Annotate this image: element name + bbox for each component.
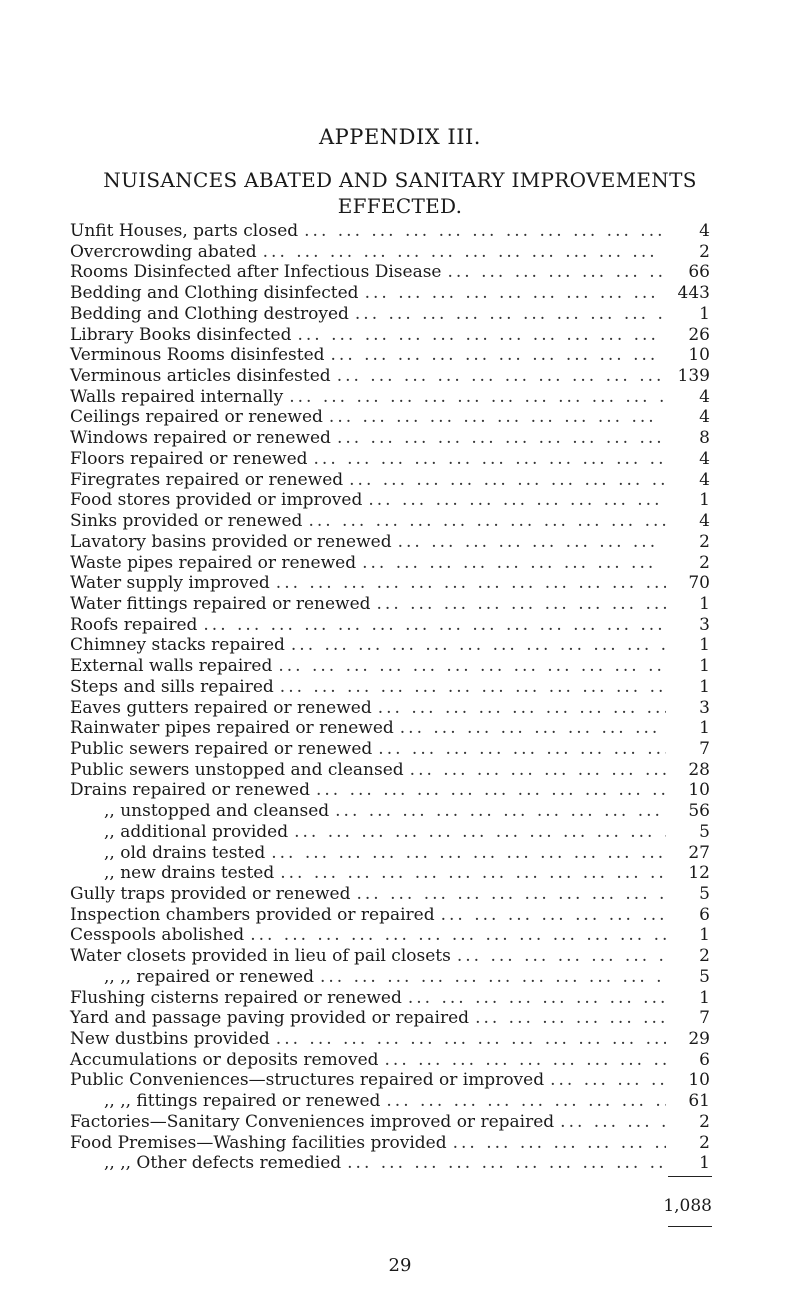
dot-leader <box>359 283 666 304</box>
item-label: Food stores provided or improved <box>70 490 363 511</box>
list-item <box>70 988 710 1009</box>
list-item <box>70 615 710 636</box>
dot-leader <box>283 387 666 408</box>
dot-leader <box>442 262 667 283</box>
item-label: Cesspools abolished <box>70 925 245 946</box>
item-label: Ceilings repaired or renewed <box>70 407 323 428</box>
total-rule-bottom <box>668 1226 712 1227</box>
item-label: Drains repaired or renewed <box>70 780 310 801</box>
list-item <box>70 221 710 242</box>
dot-leader <box>554 1112 666 1133</box>
item-label: Bedding and Clothing disinfected <box>70 283 359 304</box>
item-value: 7 <box>699 738 710 759</box>
list-item <box>70 884 710 905</box>
list-item <box>70 366 710 387</box>
dot-leader <box>272 656 666 677</box>
dot-leader <box>372 739 666 760</box>
list-item <box>70 345 710 366</box>
dot-leader <box>435 905 666 926</box>
list-item <box>70 656 710 677</box>
list-item <box>70 822 710 843</box>
list-item <box>70 1091 710 1112</box>
list-item <box>70 449 710 470</box>
list-item <box>70 843 710 864</box>
list-item <box>70 925 710 946</box>
item-label: Gully traps provided or renewed <box>70 884 351 904</box>
item-label: Library Books disinfected <box>70 324 292 345</box>
list-item <box>70 573 710 594</box>
item-label: Rooms Disinfected after Infectious Disease <box>70 262 442 283</box>
item-value: 26 <box>688 324 710 345</box>
item-value: 139 <box>677 366 710 387</box>
item-value: 1 <box>699 593 710 614</box>
item-label: Floors repaired or renewed <box>70 448 308 469</box>
list-item <box>70 1070 710 1091</box>
list-item <box>70 1050 710 1071</box>
item-value: 10 <box>688 780 710 801</box>
dot-leader <box>349 304 666 325</box>
item-value: 2 <box>699 531 710 552</box>
dot-leader <box>285 635 666 656</box>
list-item <box>70 801 710 822</box>
list-item <box>70 946 710 967</box>
dot-leader <box>402 988 666 1009</box>
item-value: 443 <box>677 283 710 304</box>
item-label: Windows repaired or renewed <box>70 428 331 449</box>
item-value: 5 <box>699 966 710 987</box>
dot-leader <box>323 407 666 428</box>
list-item <box>70 242 710 263</box>
item-value: 1 <box>699 635 710 656</box>
dot-leader <box>314 967 666 988</box>
item-value: 5 <box>699 821 710 842</box>
list-item <box>70 1133 710 1154</box>
item-value: 2 <box>699 1111 710 1132</box>
item-label: ,, ,, fittings repaired or renewed <box>104 1091 381 1112</box>
item-value: 1 <box>699 925 710 946</box>
list-item <box>70 325 710 346</box>
list-item <box>70 490 710 511</box>
item-value: 1 <box>699 1153 710 1174</box>
dot-leader <box>274 863 666 884</box>
dot-leader <box>270 1029 666 1050</box>
item-label: Water closets provided in lieu of pail closets <box>70 946 451 967</box>
appendix-title: APPENDIX III. <box>319 125 481 149</box>
list-item <box>70 760 710 781</box>
dot-leader <box>341 1153 666 1174</box>
item-value: 6 <box>699 904 710 925</box>
item-value: 1 <box>699 718 710 739</box>
item-label: Verminous Rooms disinfested <box>70 345 325 366</box>
item-value: 4 <box>699 221 710 241</box>
dot-leader <box>274 677 666 698</box>
dot-leader <box>197 615 666 636</box>
dot-leader <box>447 1133 666 1154</box>
item-value: 2 <box>699 552 710 573</box>
dot-leader <box>302 511 666 532</box>
dot-leader <box>362 490 666 511</box>
list-item <box>70 677 710 698</box>
dot-leader <box>331 366 666 387</box>
item-value: 12 <box>688 863 710 884</box>
item-value: 28 <box>688 759 710 780</box>
dot-leader <box>371 594 666 615</box>
item-value: 1 <box>699 303 710 324</box>
list-item <box>70 553 710 574</box>
dot-leader <box>379 1050 666 1071</box>
dot-leader <box>270 573 666 594</box>
item-label: Food Premises—Washing facilities provided <box>70 1132 447 1153</box>
item-value: 4 <box>699 386 710 407</box>
item-label: Lavatory basins provided or renewed <box>70 531 392 552</box>
dot-leader <box>343 470 666 491</box>
item-label: ,, ,, repaired or renewed <box>104 966 314 987</box>
item-label: Waste pipes repaired or renewed <box>70 552 357 573</box>
list-item <box>70 470 710 491</box>
item-label: Public Conveniences—structures repaired or improved <box>70 1070 545 1091</box>
item-label: Inspection chambers provided or repaired <box>70 904 435 925</box>
dot-leader <box>257 242 666 263</box>
dot-leader <box>329 801 666 822</box>
item-value: 1 <box>699 490 710 511</box>
item-value: 27 <box>688 842 710 863</box>
item-label: Rainwater pipes repaired or renewed <box>70 718 394 739</box>
dot-leader <box>404 760 666 781</box>
list-item <box>70 863 710 884</box>
item-label: Chimney stacks repaired <box>70 635 285 656</box>
list-item <box>70 532 710 553</box>
item-label: Sinks provided or renewed <box>70 511 303 532</box>
dot-leader <box>380 1091 666 1112</box>
item-label: Public sewers repaired or renewed <box>70 738 373 759</box>
dot-leader <box>291 325 666 346</box>
dot-leader <box>392 532 666 553</box>
dot-leader <box>394 718 666 739</box>
list-item <box>70 739 710 760</box>
item-value: 3 <box>699 697 710 718</box>
item-label: Firegrates repaired or renewed <box>70 469 344 490</box>
item-label: Yard and passage paving provided or repaired <box>70 1008 470 1029</box>
item-value: 2 <box>699 946 710 967</box>
item-label: Verminous articles disinfested <box>70 366 331 387</box>
list-item <box>70 428 710 449</box>
list-item <box>70 283 710 304</box>
dot-leader <box>544 1070 666 1091</box>
dot-leader <box>265 843 666 864</box>
item-label: Water supply improved <box>70 573 270 594</box>
item-value: 2 <box>699 241 710 262</box>
dot-leader <box>451 946 666 967</box>
list-item <box>70 262 710 283</box>
section-heading: NUISANCES ABATED AND SANITARY IMPROVEMENTS EFFECTED. <box>103 168 697 218</box>
list-item <box>70 967 710 988</box>
item-value: 8 <box>699 428 710 449</box>
item-value: 66 <box>688 262 710 283</box>
item-label: ,, unstopped and cleansed <box>104 801 330 822</box>
item-value: 4 <box>699 407 710 428</box>
item-label: Walls repaired internally <box>70 386 284 407</box>
item-value: 4 <box>699 469 710 490</box>
item-value: 3 <box>699 614 710 635</box>
item-label: ,, additional provided <box>104 821 289 842</box>
item-value: 61 <box>688 1091 710 1112</box>
item-label: ,, new drains tested <box>104 863 275 884</box>
item-value: 2 <box>699 1132 710 1153</box>
item-value: 1 <box>699 987 710 1008</box>
item-value: 5 <box>699 884 710 904</box>
item-label: Accumulations or deposits removed <box>70 1049 379 1070</box>
item-value: 70 <box>688 573 710 594</box>
total-rule-top <box>668 1176 712 1177</box>
dot-leader <box>310 780 666 801</box>
dot-leader <box>356 553 666 574</box>
list-item <box>70 511 710 532</box>
item-label: New dustbins provided <box>70 1029 270 1050</box>
dot-leader <box>350 884 666 905</box>
item-value: 7 <box>699 1008 710 1029</box>
item-label: Overcrowding abated <box>70 241 257 262</box>
list-item <box>70 698 710 719</box>
item-value: 29 <box>688 1029 710 1050</box>
item-value: 10 <box>688 345 710 366</box>
item-value: 4 <box>699 448 710 469</box>
dot-leader <box>298 221 666 242</box>
item-label: Steps and sills repaired <box>70 676 274 697</box>
list-item <box>70 1153 710 1174</box>
list-item <box>70 635 710 656</box>
dot-leader <box>331 428 666 449</box>
item-label: Unfit Houses, parts closed <box>70 221 299 241</box>
item-value: 10 <box>688 1070 710 1091</box>
item-value: 1 <box>699 676 710 697</box>
item-value: 6 <box>699 1049 710 1070</box>
dot-leader <box>325 345 666 366</box>
list-item <box>70 1112 710 1133</box>
item-value: 56 <box>688 801 710 822</box>
item-label: Water fittings repaired or renewed <box>70 593 371 614</box>
item-label: Public sewers unstopped and cleansed <box>70 759 404 780</box>
item-value: 4 <box>699 511 710 532</box>
item-value: 1 <box>699 656 710 677</box>
item-label: Flushing cisterns repaired or renewed <box>70 987 402 1008</box>
dot-leader <box>372 698 666 719</box>
item-label: Bedding and Clothing destroyed <box>70 303 349 324</box>
nuisances-list <box>70 221 710 1174</box>
page-number: 29 <box>388 1255 412 1276</box>
item-label: Roofs repaired <box>70 614 198 635</box>
item-label: Eaves gutters repaired or renewed <box>70 697 372 718</box>
item-label: ,, old drains tested <box>104 842 266 863</box>
list-item <box>70 905 710 926</box>
list-item <box>70 780 710 801</box>
item-label: External walls repaired <box>70 656 273 677</box>
list-item <box>70 407 710 428</box>
dot-leader <box>244 925 666 946</box>
dot-leader <box>469 1008 666 1029</box>
dot-leader <box>308 449 666 470</box>
list-item <box>70 718 710 739</box>
total-value: 1,088 <box>663 1196 712 1216</box>
item-label: Factories—Sanitary Conveniences improved or repaired <box>70 1111 555 1132</box>
list-item <box>70 304 710 325</box>
list-item <box>70 387 710 408</box>
list-item <box>70 1008 710 1029</box>
item-label: ,, ,, Other defects remedied <box>104 1153 342 1174</box>
list-item <box>70 594 710 615</box>
dot-leader <box>288 822 666 843</box>
list-item <box>70 1029 710 1050</box>
